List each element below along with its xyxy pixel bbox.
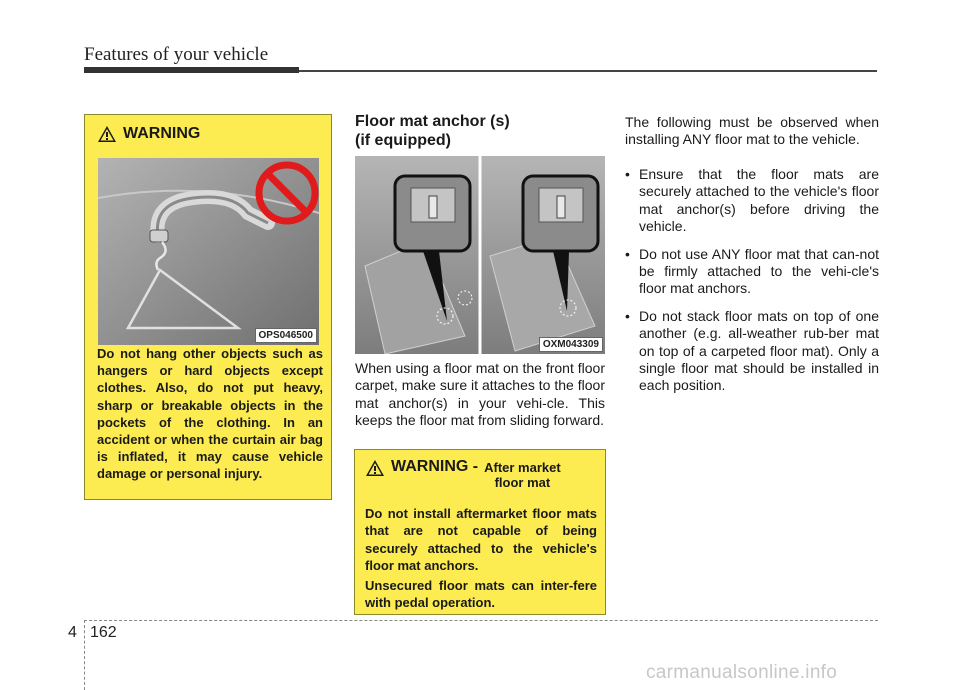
warning-box-aftermarket	[354, 449, 606, 615]
header-rule	[299, 70, 877, 72]
warning-title	[97, 125, 200, 143]
footer-rule	[84, 620, 878, 621]
hanger-illustration	[98, 158, 319, 345]
list-item: • Ensure that the floor mats are securely attached to the vehicle's floor mat anchor(s) before driving the vehicle.	[625, 166, 879, 236]
page-number: 162	[90, 624, 117, 641]
floor-mat-body: When using a floor mat on the front floor carpet, make sure it attaches to the floor mat anchor(s) in your vehi-cle. This keeps the floor mat from sliding forward.	[355, 360, 605, 429]
page-header-title: Features of your vehicle	[84, 44, 269, 65]
warning-triangle-icon	[97, 125, 117, 143]
warning-aftermarket-para2: Unsecured floor mats can inter-fere with pedal operation.	[365, 578, 597, 611]
hanger-photo	[98, 158, 319, 345]
list-item: • Do not use ANY floor mat that can-not be firmly attached to the vehi-cle's floor mat anchors.	[625, 246, 879, 298]
warning-aftermarket-para1: Do not install aftermarket floor mats that are not capable of being securely attached to the vehicle's floor mat anchors.	[365, 506, 597, 574]
section-title-line2: (if equipped)	[355, 132, 451, 149]
watermark: carmanualsonline.info	[646, 662, 838, 683]
warning-title	[365, 458, 561, 490]
floor-mat-illustration	[355, 156, 605, 354]
section-title	[355, 112, 605, 150]
header-bar	[84, 67, 299, 73]
section-title-line1: Floor mat anchor (s)	[355, 113, 510, 130]
warning-triangle-icon	[365, 459, 385, 477]
warning-title-text: WARNING -	[391, 458, 479, 475]
warning-subtitle-line2: floor mat	[494, 475, 551, 490]
list-item: • Do not stack floor mats on top of one another (e.g. all-weather rub-ber mat on top of a carpeted floor mat). Only a single floor mat should be installed in each position.	[625, 308, 879, 395]
warning-hanger-text: Do not hang other objects such as hangers or hard objects except clothes. Also, do not put heavy, sharp or breakable objects in the pockets of the clothing. In an accident or when the curtain air bag is inflated, it may cause vehicle damage or personal injury.	[97, 346, 323, 482]
chapter-number: 4	[68, 624, 77, 641]
footer-divider	[84, 620, 85, 690]
photo-code: OXM043309	[539, 337, 603, 352]
warning-subtitle-line1: After market	[484, 460, 561, 475]
bullet-list	[625, 166, 879, 405]
right-intro: The following must be observed when installing ANY floor mat to the vehicle.	[625, 114, 879, 148]
warning-box-hanger	[84, 114, 332, 500]
warning-title-text: WARNING	[123, 125, 201, 142]
photo-code: OPS046500	[255, 328, 318, 343]
floor-mat-anchor-photo	[355, 156, 605, 354]
